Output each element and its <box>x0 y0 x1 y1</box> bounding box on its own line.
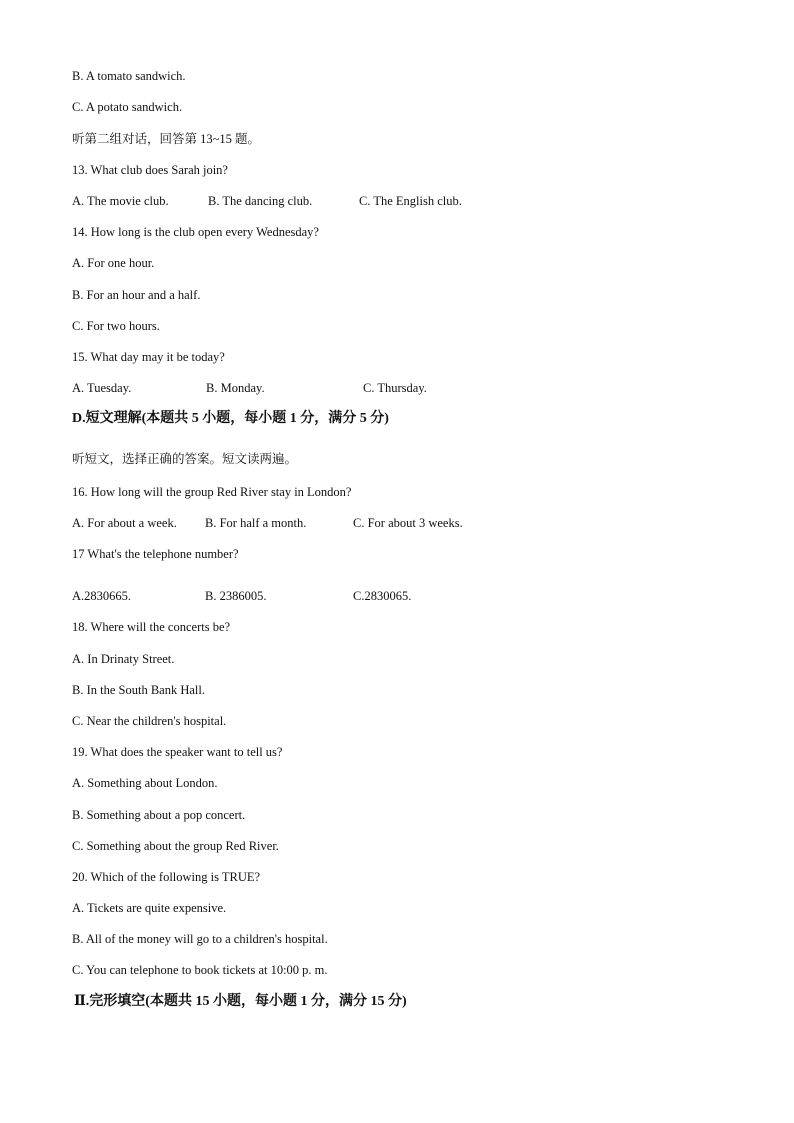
option-18b: B. In the South Bank Hall. <box>72 683 205 697</box>
option-15b: B. Monday. <box>206 381 265 395</box>
option-18c: C. Near the children's hospital. <box>72 714 227 728</box>
option-17b: B. 2386005. <box>205 589 267 603</box>
section-d-heading: D.短文理解(本题共 5 小题，每小题 1 分，满分 5 分) <box>72 411 389 426</box>
option-17a: A.2830665. <box>72 589 132 603</box>
option-16b: B. For half a month. <box>205 516 307 530</box>
option-19c: C. Something about the group Red River. <box>72 839 279 853</box>
option-15a: A. Tuesday. <box>72 381 132 395</box>
option-14b: B. For an hour and a half. <box>72 288 201 302</box>
option-20c: C. You can telephone to book tickets at 10:00 p. m. <box>72 963 328 977</box>
options-16 <box>72 515 492 531</box>
instruction-dialogue-2: 听第二组对话，回答第 13~15 题。 <box>72 132 261 146</box>
option-14c: C. For two hours. <box>72 319 160 333</box>
option-19a: A. Something about London. <box>72 776 218 790</box>
options-17 <box>72 588 492 604</box>
option-13c: C. The English club. <box>359 194 462 208</box>
options-13 <box>72 193 512 209</box>
option-13b: B. The dancing club. <box>208 194 313 208</box>
question-18: 18. Where will the concerts be? <box>72 620 231 634</box>
question-20: 20. Which of the following is TRUE? <box>72 870 261 884</box>
question-13: 13. What club does Sarah join? <box>72 163 228 177</box>
question-17: 17 What's the telephone number? <box>72 547 239 561</box>
question-15: 15. What day may it be today? <box>72 350 225 364</box>
option-16c: C. For about 3 weeks. <box>353 516 463 530</box>
option-20a: A. Tickets are quite expensive. <box>72 901 227 915</box>
option-15c: C. Thursday. <box>363 381 427 395</box>
question-19: 19. What does the speaker want to tell us? <box>72 745 283 759</box>
question-16: 16. How long will the group Red River stay in London? <box>72 485 352 499</box>
options-15 <box>72 380 492 396</box>
option-12c: C. A potato sandwich. <box>72 100 183 114</box>
option-14a: A. For one hour. <box>72 256 155 270</box>
option-18a: A. In Drinaty Street. <box>72 652 175 666</box>
section-d-instruction: 听短文，选择正确的答案。短文读两遍。 <box>72 452 298 466</box>
option-17c: C.2830065. <box>353 589 412 603</box>
section-ii-heading: Ⅱ.完形填空(本题共 15 小题，每小题 1 分，满分 15 分) <box>74 994 407 1009</box>
option-19b: B. Something about a pop concert. <box>72 808 246 822</box>
option-13a: A. The movie club. <box>72 194 169 208</box>
option-20b: B. All of the money will go to a children's hospital. <box>72 932 328 946</box>
question-14: 14. How long is the club open every Wednesday? <box>72 225 319 239</box>
option-12b: B. A tomato sandwich. <box>72 69 186 83</box>
option-16a: A. For about a week. <box>72 516 177 530</box>
